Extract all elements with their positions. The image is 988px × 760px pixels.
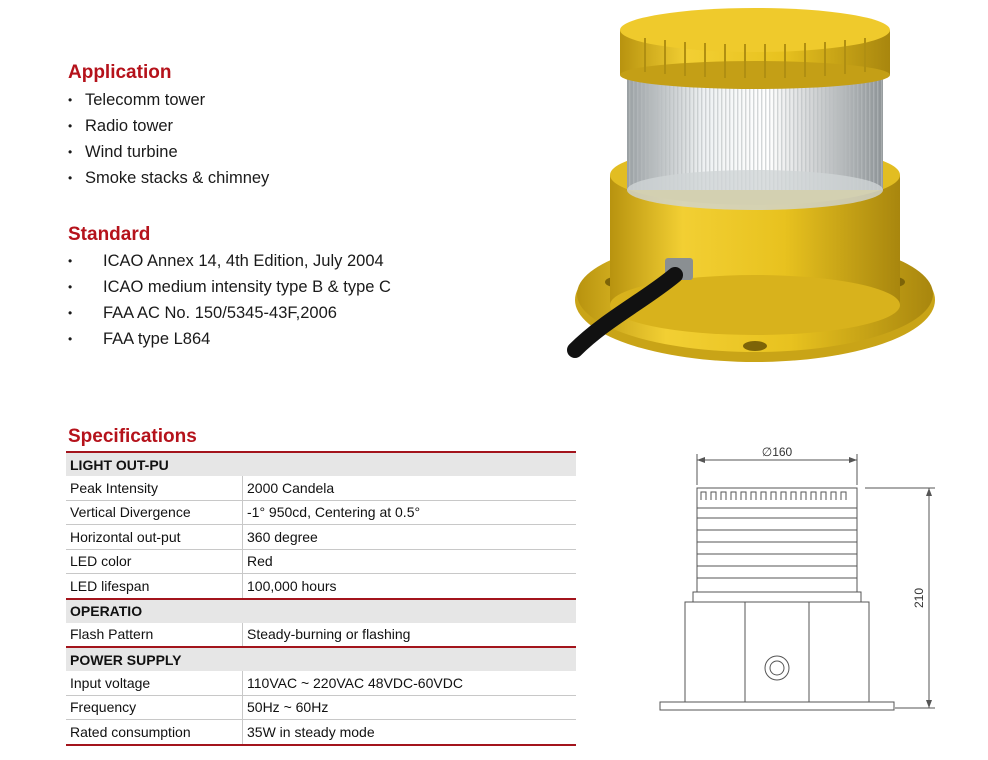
section-header-light-output: LIGHT OUT-PU: [66, 452, 576, 476]
height-label: 210: [912, 587, 926, 609]
bullet: •: [68, 332, 73, 346]
standard-list: [68, 248, 391, 352]
table-row: Rated consumption 35W in steady mode: [66, 720, 576, 745]
list-item: • FAA type L864: [68, 326, 391, 352]
table-row: LED lifespan 100,000 hours: [66, 574, 576, 599]
diameter-label: ∅160: [761, 445, 793, 459]
table-row: LED color Red: [66, 549, 576, 574]
specifications-table: [66, 451, 576, 746]
bullet: •: [68, 254, 73, 268]
standard-heading: Standard: [68, 224, 151, 245]
section-header-power-supply: POWER SUPPLY: [66, 647, 576, 671]
dimension-drawing: [655, 440, 955, 720]
specifications-heading: Specifications: [68, 426, 197, 447]
obstruction-light-photo: [565, 0, 945, 375]
table-row: Horizontal out-put 360 degree: [66, 525, 576, 550]
list-item: • Wind turbine: [68, 139, 269, 165]
application-heading: Application: [68, 62, 172, 83]
bullet: •: [68, 280, 73, 294]
bullet: •: [68, 306, 73, 320]
application-list: [68, 87, 269, 191]
list-item: • Radio tower: [68, 113, 269, 139]
table-row: Input voltage 110VAC ~ 220VAC 48VDC-60VDC: [66, 671, 576, 695]
table-row: Vertical Divergence -1° 950cd, Centering at 0.5°: [66, 500, 576, 525]
bullet: •: [68, 171, 73, 185]
table-row: Frequency 50Hz ~ 60Hz: [66, 695, 576, 720]
list-item: • ICAO Annex 14, 4th Edition, July 2004: [68, 248, 391, 274]
section-header-operation: OPERATIO: [66, 599, 576, 623]
list-item: • Smoke stacks & chimney: [68, 165, 269, 191]
bullet: •: [68, 145, 73, 159]
table-row: Flash Pattern Steady-burning or flashing: [66, 623, 576, 648]
list-item: • FAA AC No. 150/5345-43F,2006: [68, 300, 391, 326]
list-item: • Telecomm tower: [68, 87, 269, 113]
bullet: •: [68, 93, 73, 107]
list-item: • ICAO medium intensity type B & type C: [68, 274, 391, 300]
table-row: Peak Intensity 2000 Candela: [66, 476, 576, 500]
bullet: •: [68, 119, 73, 133]
